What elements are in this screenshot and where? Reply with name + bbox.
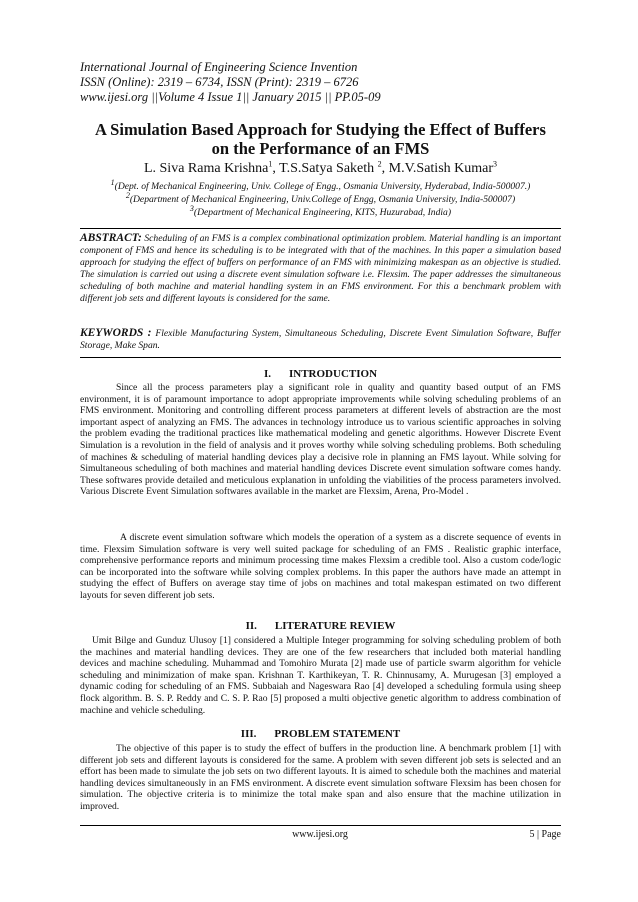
abstract (80, 232, 561, 305)
keywords-label: KEYWORDS : (80, 327, 152, 339)
problem-statement-paragraph-1: The objective of this paper is to study the effect of buffers in the production line. A benchmark problem [1] with different job sets and different layouts is considered for the same. A problem with seven different job sets is selected and an effort has been made to simulate the job sets on two different layouts. It is aimed to schedule both the machines and material handling devices simultaneously in an FMS environment. A discrete event simulation software Flexsim has been chosen for simulation. The objective criteria is to minimize the total make span and also ensure that the machine utilization in improved. (80, 743, 561, 812)
section-1-title: INTRODUCTION (289, 368, 378, 380)
footer-rule (80, 825, 561, 826)
author-2: , T.S.Satya Saketh (272, 161, 378, 176)
affiliation-2-sup: 2 (125, 190, 130, 200)
keywords (80, 327, 561, 352)
paper-title (80, 120, 561, 158)
affiliation-3 (80, 203, 561, 218)
paper-title-line1: A Simulation Based Approach for Studying the Effect of Buffers (95, 120, 546, 139)
footer-page-number: 5 | Page (529, 829, 561, 840)
affiliation-2 (80, 190, 561, 205)
section-heading-problem-statement (80, 728, 561, 741)
section-2-number: II. (245, 620, 257, 632)
abstract-top-rule (80, 228, 561, 229)
abstract-text: Scheduling of an FMS is a complex combinational optimization problem. Material handling is an important component of FMS and hence its scheduling is to be integrated with that of the machines. In this paper a simulation based approach for studying the effect of buffers on performance of an FMS with minimizing makespan as an objective is studied. The simulation is carried out using a discrete event simulation software i.e. Flexsim. The paper addresses the simultaneous scheduling of both machine and material handling system in an FMS environment. For this a benchmark problem with different job sets and different layouts is considered for the same. (80, 233, 561, 304)
affiliation-3-sup: 3 (189, 203, 194, 213)
author-1-sup: 1 (268, 159, 273, 169)
keywords-text: Flexible Manufacturing System, Simultaneous Scheduling, Discrete Event Simulation Software, Buffer Storage, Make Span. (80, 328, 561, 351)
keywords-bottom-rule (80, 357, 561, 358)
journal-name: International Journal of Engineering Science Invention (80, 60, 358, 74)
section-heading-introduction (80, 368, 561, 381)
journal-header (80, 60, 580, 105)
introduction-paragraph-2: A discrete event simulation software which models the operation of a system as a discrete sequence of events in time. Flexsim Simulation software is very well suited package for scheduling of an FMS . Realistic graphic interface, comprehensive performance reports and minimum processing time makes Flexsim a credible tool. Also a custom code/logic can be incorporated into the software while solving complex problems. In this paper the authors have made an attempt in studying the effect of Buffers on average stay time of jobs on machines and total makespan estimated on two different layouts for seven different job sets. (80, 532, 561, 601)
affiliation-2-text: (Department of Mechanical Engineering, Univ.College of Engg, Osmania University, India-500007) (129, 194, 516, 205)
author-3-sup: 3 (493, 159, 498, 169)
literature-paragraph-1: Umit Bilge and Gunduz Ulusoy [1] considered a Multiple Integer programming for solving scheduling problem of both the machines and material handling devices. They are one of the few researchers that included both material handling devices and machine scheduling. Muhammad and Tomohiro Murata [2] made use of particle swarm algorithm for vehicle scheduling and minimization of make span. Krishnan T. Karthikeyan, T. R. Chinnusamy, A. Murugesan [3] employed a dynamic coding for scheduling of an FMS. Subbaiah and Nageswara Rao [4] developed a scheduling formula using sheep flock algorithm. B. S. P. Reddy and C. S. P. Rao [5] proposed a multi objective genetic algorithm to address combination of machine and vehicle scheduling. (80, 635, 561, 716)
affiliation-1-text: (Dept. of Mechanical Engineering, Univ. College of Engg., Osmania University, Hyderabad, India-500007.) (114, 181, 531, 192)
author-1: L. Siva Rama Krishna (143, 161, 269, 176)
author-list (80, 161, 561, 177)
journal-volume: www.ijesi.org ||Volume 4 Issue 1|| January 2015 || PP.05-09 (80, 90, 381, 104)
footer-url: www.ijesi.org (292, 829, 348, 840)
section-2-title: LITERATURE REVIEW (274, 620, 396, 632)
introduction-paragraph-1: Since all the process parameters play a significant role in quality and quantity based output of an FMS environment, it is of paramount importance to adopt appropriate improvements while solving scheduling problems of an FMS environment. Monitoring and controlling different process parameters at different levels of abstraction are the most important aspect of analyzing an FMS. The advances in technology introduce us to various scientific approaches in solving the problem evading the traditional practices like mathematical modeling and genetic algorithms. However Discrete Event Simulation is a revolution in the field of analysis and it proves worthy while solving scheduling problems. Both scheduling of machines & scheduling of material handling devices play a decisive role in planning an FMS layout. While solving for Simultaneous scheduling of both machines and material handling devices Discrete event simulation software comes handy. These softwares provide detailed and meticulous explanation in unfolding the viabilities of the process parameters involved. Various Discrete Event Simulation softwares available in the market are Flexsim, Arena, Pro-Model . (80, 382, 561, 498)
abstract-label: ABSTRACT: (80, 232, 142, 244)
paper-title-line2: on the Performance of an FMS (211, 139, 430, 158)
section-1-number: I. (263, 368, 271, 380)
author-2-sup: 2 (377, 159, 382, 169)
author-3: , M.V.Satish Kumar (381, 161, 494, 176)
affiliation-3-text: (Department of Mechanical Engineering, KITS, Huzurabad, India) (193, 207, 452, 218)
affiliation-1 (80, 177, 561, 192)
section-3-number: III. (240, 728, 257, 740)
affiliation-1-sup: 1 (110, 177, 115, 187)
section-3-title: PROBLEM STATEMENT (274, 728, 401, 740)
journal-issn: ISSN (Online): 2319 – 6734, ISSN (Print): 2319 – 6726 (80, 75, 359, 89)
section-heading-literature-review (80, 620, 561, 633)
